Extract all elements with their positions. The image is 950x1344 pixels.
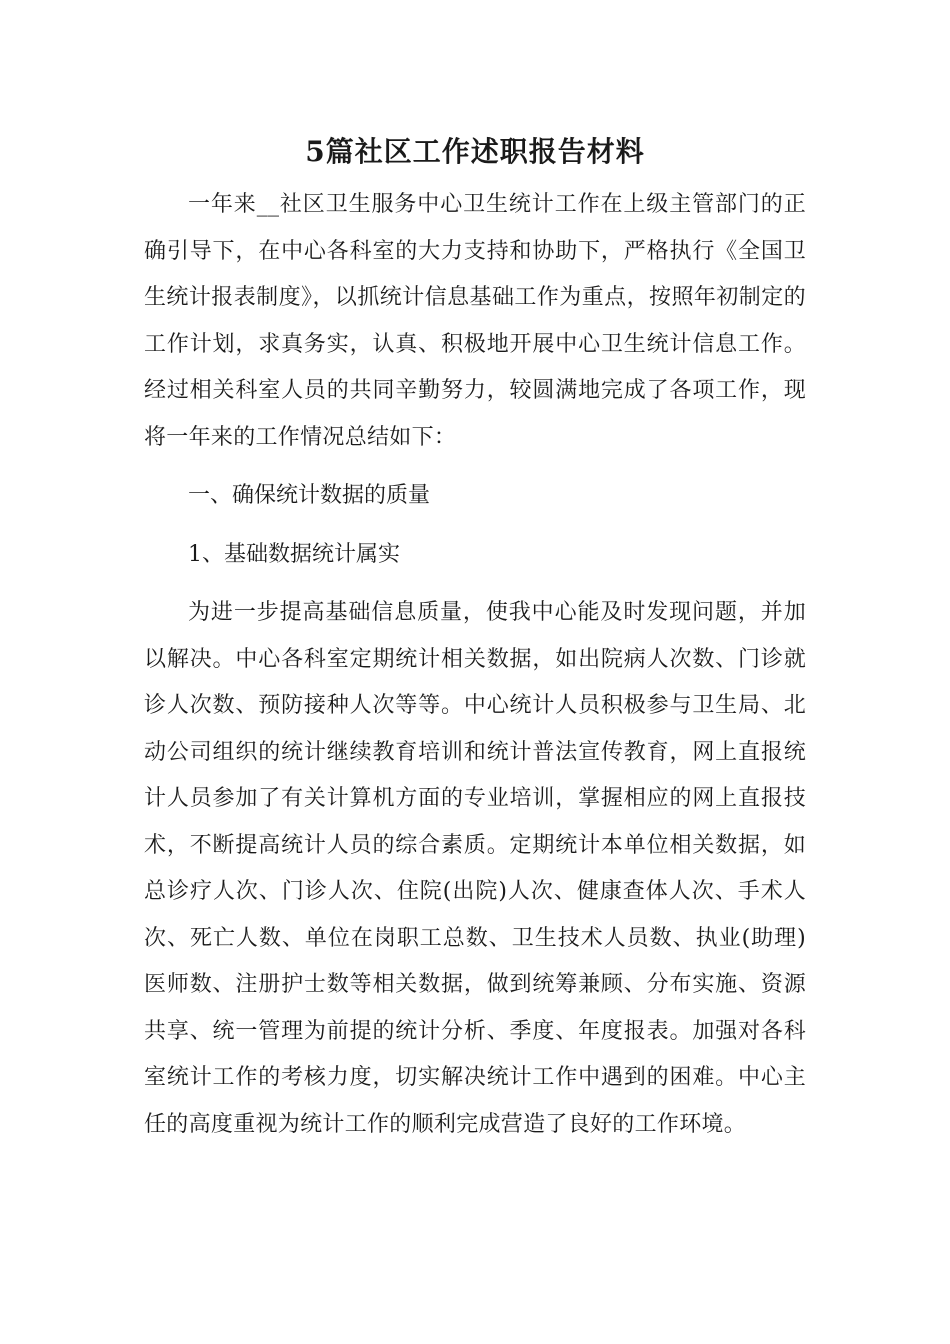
subsection-heading: 1、基础数据统计属实	[188, 541, 400, 567]
document-body	[144, 132, 806, 1160]
body-paragraph: 为进一步提高基础信息质量，使我中心能及时发现问题，并加以解决。中心各科室定期统计相关数据，如出院病人次数、门诊就诊人次数、预防接种人次等等。中心统计人员积极参与卫生局、北动公司组织的统计继续教育培训和统计普法宣传教育，网上直报统计人员参加了有关计算机方面的专业培训，掌握相应的网上直报技术，不断提高统计人员的综合素质。定期统计本单位相关数据，如总诊疗人次、门诊人次、住院(出院)人次、健康查体人次、手术人次、死亡人数、单位在岗职工总数、卫生技术人员数、执业(助理)医师数、注册护士数等相关数据，做到统筹兼顾、分布实施、资源共享、统一管理为前提的统计分析、季度、年度报表。加强对各科室统计工作的考核力度，切实解决统计工作中遇到的困难。中心主任的高度重视为统计工作的顺利完成营造了良好的工作环境。	[144, 600, 806, 1137]
section-heading: 一、确保统计数据的质量	[188, 483, 431, 508]
intro-paragraph: 一年来__社区卫生服务中心卫生统计工作在上级主管部门的正确引导下，在中心各科室的大力支持和协助下，严格执行《全国卫生统计报表制度》，以抓统计信息基础工作为重点，按照年初制定的工作计划，求真务实，认真、积极地开展中心卫生统计信息工作。经过相关科室人员的共同辛勤努力，较圆满地完成了各项工作，现将一年来的工作情况总结如下：	[144, 192, 806, 450]
document-title: 5篇社区工作述职报告材料	[305, 135, 645, 168]
